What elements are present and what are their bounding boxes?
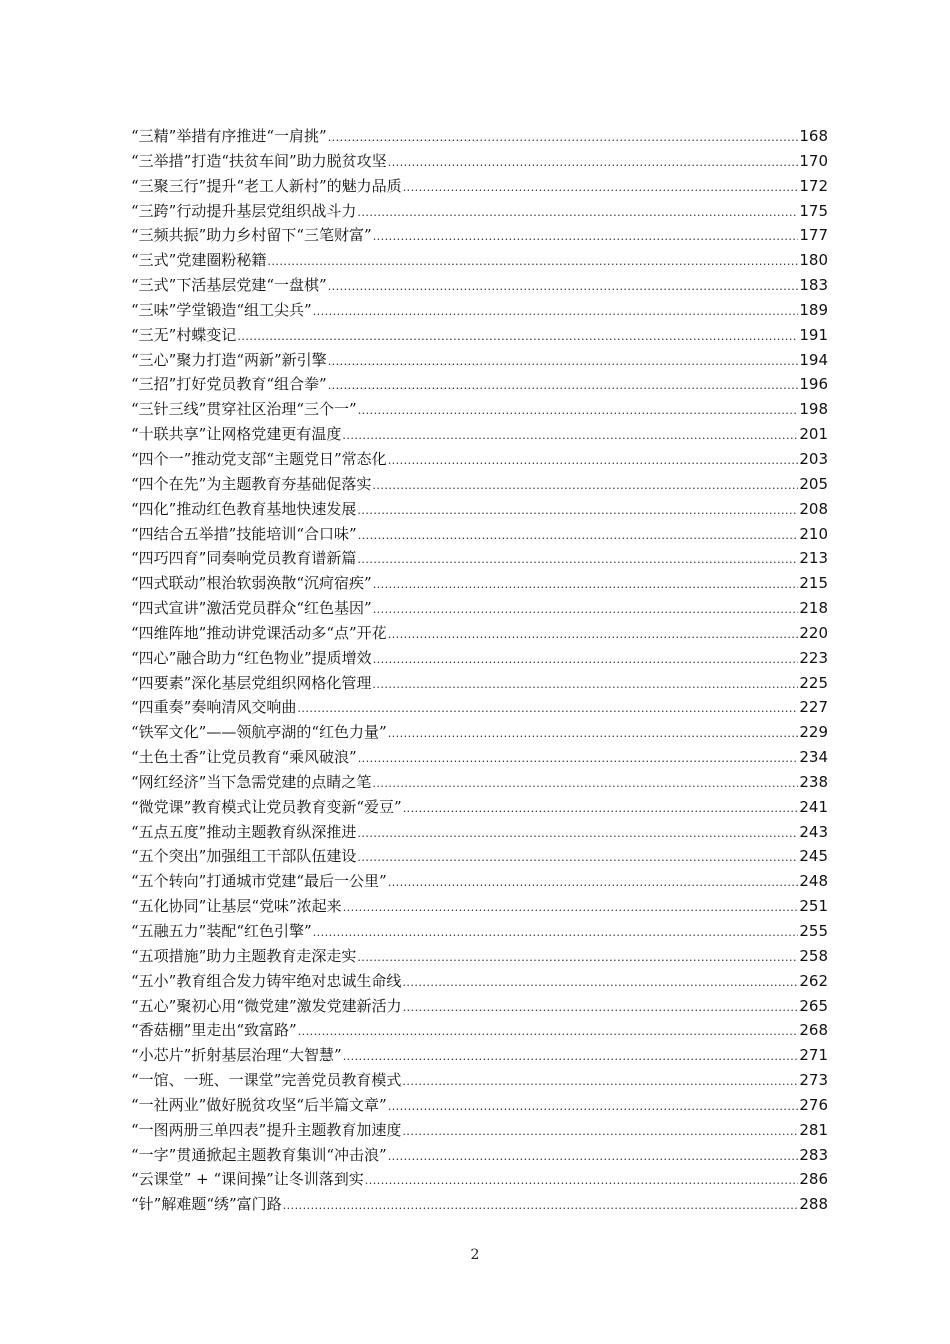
toc-dot-leader xyxy=(358,399,799,424)
toc-entry[interactable] xyxy=(131,994,828,1019)
toc-entry-page: 258 xyxy=(799,946,828,965)
toc-dot-leader xyxy=(388,1095,799,1120)
toc-entry[interactable] xyxy=(131,447,828,472)
toc-dot-leader xyxy=(297,697,798,722)
toc-entry-page: 210 xyxy=(799,524,828,543)
toc-entry-title: “香菇棚”里走出“致富路” xyxy=(131,1021,297,1040)
toc-entry-title: “三举措”打造“扶贫车间”助力脱贫攻坚 xyxy=(131,151,387,170)
toc-entry-page: 196 xyxy=(799,375,828,394)
toc-entry-page: 172 xyxy=(799,176,828,195)
toc-entry-page: 175 xyxy=(799,201,828,220)
toc-dot-leader xyxy=(328,275,799,300)
toc-entry-page: 265 xyxy=(799,996,828,1015)
toc-entry-title: “小芯片”折射基层治理“大智慧” xyxy=(131,1046,342,1065)
toc-entry[interactable] xyxy=(131,397,828,422)
toc-entry-title: “三心”聚力打造“两新”新引擎 xyxy=(131,350,327,369)
toc-entry-title: “四结合五举措”技能培训“合口味” xyxy=(131,524,357,543)
toc-entry[interactable] xyxy=(131,596,828,621)
toc-entry[interactable] xyxy=(131,820,828,845)
toc-dot-leader xyxy=(357,946,798,971)
toc-entry-page: 286 xyxy=(799,1170,828,1189)
toc-dot-leader xyxy=(343,1045,799,1070)
toc-entry-title: “四个在先”为主题教育夯基础促落实 xyxy=(131,474,372,493)
toc-entry[interactable] xyxy=(131,223,828,248)
toc-entry-title: “针”解难题“绣”富门路 xyxy=(131,1195,282,1214)
toc-entry-page: 276 xyxy=(799,1095,828,1114)
toc-entry-page: 203 xyxy=(799,449,828,468)
toc-entry[interactable] xyxy=(131,174,828,199)
toc-entry[interactable] xyxy=(131,720,828,745)
toc-entry-page: 205 xyxy=(799,474,828,493)
toc-dot-leader xyxy=(372,474,798,499)
toc-entry-page: 198 xyxy=(799,400,828,419)
toc-entry-page: 168 xyxy=(799,127,828,145)
toc-entry-title: “四重奏”奏响清风交响曲 xyxy=(131,698,297,717)
toc-entry[interactable] xyxy=(131,671,828,696)
toc-entry-page: 220 xyxy=(799,623,828,642)
toc-entry-title: “三频共振”助力乡村留下“三笔财富” xyxy=(131,226,372,245)
toc-dot-leader xyxy=(357,846,798,871)
toc-entry-page: 201 xyxy=(799,425,828,444)
toc-entry-page: 191 xyxy=(799,325,828,344)
toc-entry-page: 268 xyxy=(799,1021,828,1040)
toc-dot-leader xyxy=(388,1145,799,1170)
toc-entry-title: “五心”聚初心用“微党建”激发党建新活力 xyxy=(131,996,402,1015)
toc-dot-leader xyxy=(357,201,798,226)
toc-entry-page: 262 xyxy=(799,971,828,990)
toc-entry-title: “铁军文化”——领航亭湖的“红色力量” xyxy=(131,723,387,742)
toc-entry-title: “五融五力”装配“红色引擎” xyxy=(131,922,312,940)
toc-entry[interactable] xyxy=(131,844,828,869)
toc-entry[interactable] xyxy=(131,621,828,646)
toc-dot-leader xyxy=(402,971,798,996)
toc-entry[interactable] xyxy=(131,149,828,174)
toc-dot-leader xyxy=(342,424,798,449)
toc-entry[interactable] xyxy=(131,323,828,348)
toc-entry-title: “五个突出”加强组工干部队伍建设 xyxy=(131,847,357,866)
toc-entry-page: 248 xyxy=(799,872,828,891)
toc-entry-page: 245 xyxy=(799,847,828,866)
toc-entry-page: 271 xyxy=(799,1046,828,1065)
toc-entry-title: “网红经济”当下急需党建的点睛之笔 xyxy=(131,772,372,791)
toc-entry-page: 194 xyxy=(799,350,828,369)
toc-entry[interactable] xyxy=(131,919,828,944)
toc-dot-leader xyxy=(358,747,799,772)
toc-entry[interactable] xyxy=(131,695,828,720)
toc-dot-leader xyxy=(373,598,799,623)
toc-entry-page: 243 xyxy=(799,822,828,841)
toc-entry[interactable] xyxy=(131,522,828,547)
toc-dot-leader xyxy=(402,1120,798,1145)
toc-dot-leader xyxy=(388,449,799,474)
toc-entry-title: “三招”打好党员教育“组合拳” xyxy=(131,375,327,394)
toc-entry-page: 180 xyxy=(799,251,828,270)
toc-entry[interactable] xyxy=(131,795,828,820)
toc-entry[interactable] xyxy=(131,1093,828,1118)
toc-entry-page: 238 xyxy=(799,772,828,791)
toc-entry[interactable] xyxy=(131,472,828,497)
toc-entry[interactable] xyxy=(131,1143,828,1168)
toc-entry[interactable] xyxy=(131,422,828,447)
toc-entry[interactable] xyxy=(131,1167,828,1192)
toc-entry-page: 251 xyxy=(799,897,828,916)
toc-dot-leader xyxy=(373,225,799,250)
toc-entry[interactable] xyxy=(131,1043,828,1068)
toc-entry[interactable] xyxy=(131,199,828,224)
toc-dot-leader xyxy=(357,499,798,524)
toc-entry-title: “十联共享”让网格党建更有温度 xyxy=(131,425,342,444)
toc-dot-leader xyxy=(298,1020,799,1045)
toc-dot-leader xyxy=(403,176,799,201)
toc-entry-title: “三式”党建圈粉秘籍 xyxy=(131,251,267,270)
toc-dot-leader xyxy=(357,822,798,847)
toc-dot-leader xyxy=(313,921,799,946)
toc-entry-title: “四式联动”根治软弱涣散“沉疴宿疾” xyxy=(131,574,372,593)
toc-entry-title: “四式宣讲”激活党员群众“红色基因” xyxy=(131,599,372,618)
toc-entry-title: “微党课”教育模式让党员教育变新“爱豆” xyxy=(131,797,402,816)
toc-entry-page: 283 xyxy=(799,1145,828,1164)
toc-entry-page: 255 xyxy=(799,922,828,940)
toc-entry-title: “一字”贯通掀起主题教育集训“冲击浪” xyxy=(131,1145,387,1164)
toc-entry-page: 229 xyxy=(799,723,828,742)
toc-entry-page: 208 xyxy=(799,499,828,518)
page-number: 2 xyxy=(470,1247,480,1263)
toc-entry-page: 227 xyxy=(799,698,828,717)
toc-entry-page: 177 xyxy=(799,226,828,245)
toc-entry-page: 223 xyxy=(799,648,828,667)
toc-entry-title: “五个转向”打通城市党建“最后一公里” xyxy=(131,872,387,891)
toc-entry[interactable] xyxy=(131,969,828,994)
toc-entry[interactable] xyxy=(131,298,828,323)
toc-entry-page: 215 xyxy=(799,574,828,593)
toc-dot-leader xyxy=(328,350,799,375)
toc-entry[interactable] xyxy=(131,894,828,919)
toc-dot-leader xyxy=(373,573,799,598)
toc-entry-title: “云课堂” + “课间操”让冬训落到实 xyxy=(131,1170,364,1189)
toc-dot-leader xyxy=(328,374,799,399)
toc-entry-title: “五点五度”推动主题教育纵深推进 xyxy=(131,822,357,841)
toc-dot-leader xyxy=(402,1070,798,1095)
toc-entry[interactable] xyxy=(131,869,828,894)
toc-entry-page: 288 xyxy=(799,1195,828,1214)
toc-entry[interactable] xyxy=(131,248,828,273)
toc-entry[interactable] xyxy=(131,571,828,596)
toc-dot-leader xyxy=(388,871,799,896)
toc-dot-leader xyxy=(388,722,799,747)
toc-entry[interactable] xyxy=(131,546,828,571)
toc-entry-page: 189 xyxy=(799,300,828,319)
toc-dot-leader xyxy=(237,325,798,350)
toc-entry-title: “三式”下活基层党建“一盘棋” xyxy=(131,276,327,295)
toc-entry-title: “三跨”行动提升基层党组织战斗力 xyxy=(131,201,357,220)
toc-entry-page: 281 xyxy=(799,1120,828,1139)
toc-entry-title: “四心”融合助力“红色物业”提质增效 xyxy=(131,648,372,667)
toc-entry-title: “三聚三行”提升“老工人新村”的魅力品质 xyxy=(131,176,402,195)
toc-entry[interactable] xyxy=(131,944,828,969)
toc-dot-leader xyxy=(283,1194,799,1219)
toc-dot-leader xyxy=(328,126,799,151)
toc-entry-title: “四化”推动红色教育基地快速发展 xyxy=(131,499,357,518)
toc-dot-leader xyxy=(343,896,799,921)
toc-dot-leader xyxy=(365,1169,799,1194)
toc-entry-page: 234 xyxy=(799,748,828,767)
toc-entry-page: 225 xyxy=(799,673,828,692)
toc-entry-title: “四维阵地”推动讲党课活动多“点”开花 xyxy=(131,623,387,642)
toc-entry[interactable] xyxy=(131,770,828,795)
toc-dot-leader xyxy=(313,300,799,325)
toc-dot-leader xyxy=(372,673,798,698)
toc-dot-leader xyxy=(388,151,799,176)
toc-entry-title: “一社两业”做好脱贫攻坚“后半篇文章” xyxy=(131,1095,387,1114)
toc-entry-title: “四巧四育”同奏响党员教育谱新篇 xyxy=(131,549,357,568)
toc-entry-title: “五项措施”助力主题教育走深走实 xyxy=(131,946,357,965)
toc-entry[interactable] xyxy=(131,1192,828,1217)
toc-entry-title: “三针三线”贯穿社区治理“三个一” xyxy=(131,400,357,419)
toc-dot-leader xyxy=(403,797,799,822)
toc-dot-leader xyxy=(357,548,798,573)
toc-dot-leader xyxy=(372,772,798,797)
toc-dot-leader xyxy=(388,623,799,648)
toc-dot-leader xyxy=(358,524,799,549)
toc-dot-leader xyxy=(403,996,799,1021)
toc-entry[interactable] xyxy=(131,497,828,522)
toc-dot-leader xyxy=(267,250,798,275)
toc-entry-title: “三精”举措有序推进“一肩挑” xyxy=(131,127,327,145)
toc-entry[interactable] xyxy=(131,1118,828,1143)
toc-entry[interactable] xyxy=(131,1068,828,1093)
toc-entry[interactable] xyxy=(131,1018,828,1043)
toc-entry-page: 170 xyxy=(799,151,828,170)
toc-entry-title: “五化协同”让基层“党味”浓起来 xyxy=(131,897,342,916)
toc-entry[interactable] xyxy=(131,273,828,298)
table-of-contents xyxy=(131,124,828,1217)
toc-entry-title: “四个一”推动党支部“主题党日”常态化 xyxy=(131,449,387,468)
toc-entry-title: “三味”学堂锻造“组工尖兵” xyxy=(131,300,312,319)
toc-entry-page: 213 xyxy=(799,549,828,568)
toc-entry-title: “一馆、一班、一课堂”完善党员教育模式 xyxy=(131,1071,402,1090)
toc-entry-page: 183 xyxy=(799,276,828,295)
toc-entry-title: “四要素”深化基层党组织网格化管理 xyxy=(131,673,372,692)
toc-entry-page: 241 xyxy=(799,797,828,816)
toc-entry-title: “五小”教育组合发力铸牢绝对忠诚生命线 xyxy=(131,971,402,990)
toc-entry-page: 273 xyxy=(799,1071,828,1090)
toc-entry[interactable] xyxy=(131,124,828,149)
toc-entry[interactable] xyxy=(131,745,828,770)
toc-entry-title: “三无”村蝶变记 xyxy=(131,325,237,344)
toc-entry[interactable] xyxy=(131,348,828,373)
toc-entry-page: 218 xyxy=(799,599,828,618)
toc-entry-title: “土色土香”让党员教育“乘风破浪” xyxy=(131,748,357,767)
toc-entry-title: “一图两册三单四表”提升主题教育加速度 xyxy=(131,1120,402,1139)
toc-dot-leader xyxy=(373,648,799,673)
toc-entry[interactable] xyxy=(131,646,828,671)
toc-entry[interactable] xyxy=(131,372,828,397)
